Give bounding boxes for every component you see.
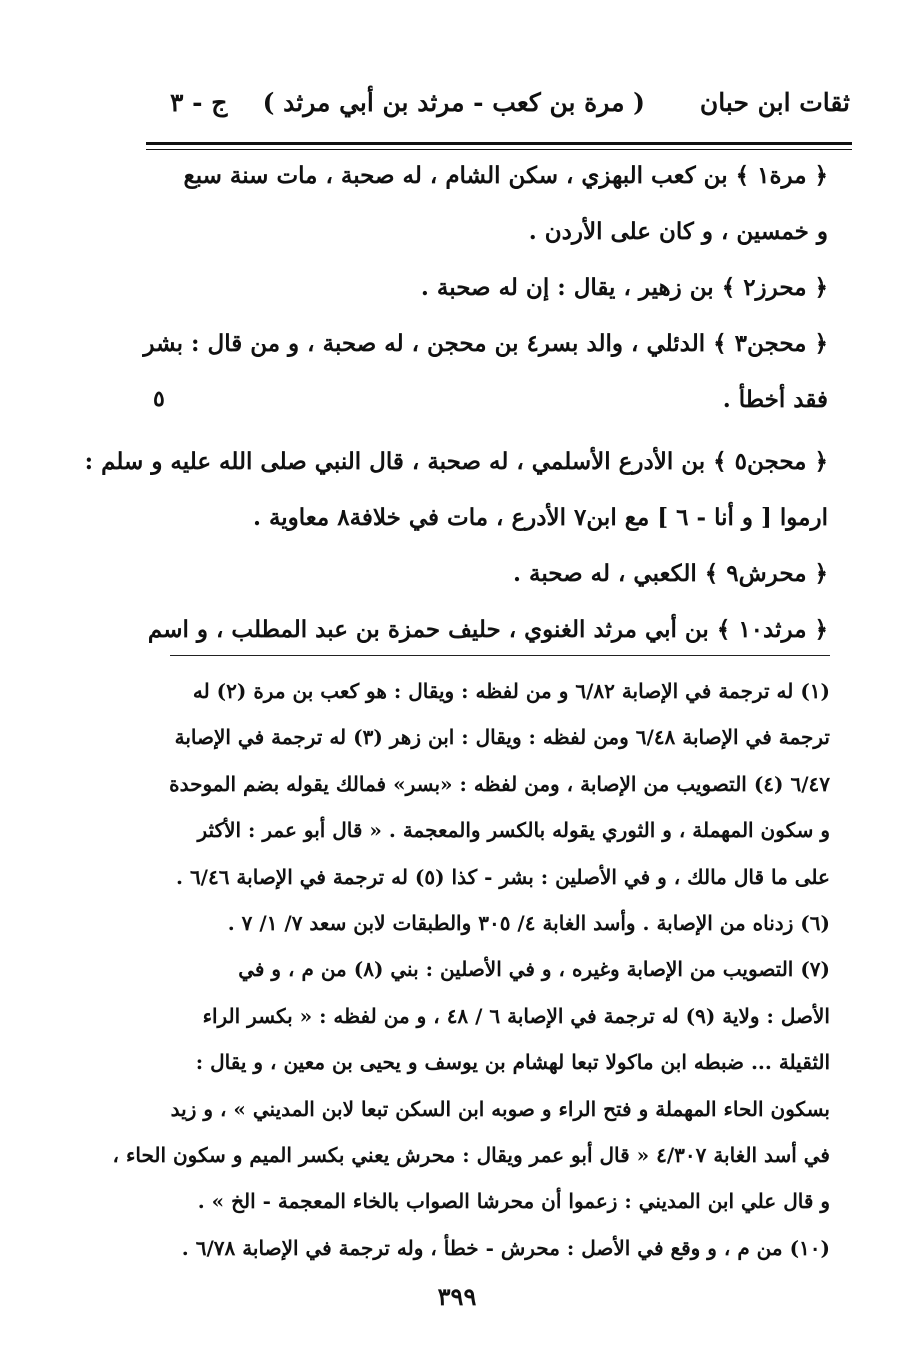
book-title: ثقات ابن حبان: [699, 88, 850, 117]
text-line: ﴿ محرش٩ ﴾ الكعبي ، له صحبة .: [512, 560, 828, 587]
footnote-line: (١٠) من م ، و وقع في الأصل : محرش - خطأ ، وله ترجمة في الإصابة ٦/٧٨ .: [181, 1235, 830, 1260]
text-line: ﴿ محجن٣ ﴾ الدئلي ، والد بسر٤ بن محجن ، له صحبة ، و من قال : بشر: [143, 330, 828, 357]
section-title: ( مرة بن كعب - مرثد بن أبي مرثد ): [262, 88, 645, 117]
footnote-line: ٦/٤٧ (٤) التصويب من الإصابة ، ومن لفظه : «بسر» فمالك يقوله بضم الموحدة: [169, 771, 830, 796]
footnote-line: (١) له ترجمة في الإصابة ٦/٨٢ و من لفظه : ويقال : هو كعب بن مرة (٢) له: [192, 679, 830, 703]
footnote-line: (٧) التصويب من الإصابة وغيره ، و في الأصلين : بني (٨) من م ، و في: [238, 957, 830, 982]
text-line: و خمسين ، و كان على الأردن .: [528, 218, 828, 245]
header-rule-thick: [146, 142, 852, 145]
page-header: [150, 88, 850, 128]
footnote-line: الثقيلة ... ضبطه ابن ماكولا تبعا لهشام بن يوسف و يحيى بن معين ، و يقال :: [195, 1050, 830, 1075]
footnote-line: على ما قال مالك ، و في الأصلين : بشر - كذا (٥) له ترجمة في الإصابة ٦/٤٦ .: [176, 864, 830, 889]
footnote-divider: [170, 655, 830, 656]
footnote-line: في أسد الغابة ٤/٣٠٧ « قال أبو عمر ويقال : محرش يعني بكسر الميم و سكون الحاء ،: [112, 1142, 830, 1167]
page-number: ٣٩٩: [437, 1282, 477, 1311]
main-text: [84, 148, 828, 658]
volume-label: ج - ٣: [170, 88, 228, 117]
text-line: ﴿ محجن٥ ﴾ بن الأدرع الأسلمي ، له صحبة ، قال النبي صلى الله عليه و سلم :: [84, 448, 828, 475]
footnote-line: و سكون المهملة ، و الثوري يقوله بالكسر والمعجمة . « قال أبو عمر : الأكثر: [197, 818, 830, 843]
footnote-line: ترجمة في الإصابة ٦/٤٨ ومن لفظه : ويقال : ابن زهر (٣) له ترجمة في الإصابة: [174, 725, 830, 750]
text-line: فقد أخطأ .: [722, 386, 828, 413]
text-line: ﴿ مرة١ ﴾ بن كعب البهزي ، سكن الشام ، له صحبة ، مات سنة سبع: [183, 162, 828, 189]
line-margin-number: ٥: [153, 386, 165, 412]
footnotes: [112, 668, 830, 1271]
text-line: ﴿ مرثد١٠ ﴾ بن أبي مرثد الغنوي ، حليف حمزة بن عبد المطلب ، و اسم: [147, 616, 828, 643]
footnote-line: (٦) زدناه من الإصابة . وأسد الغابة ٤/ ٣٠٥ والطبقات لابن سعد ٧/ ١/ ٧ .: [227, 910, 830, 935]
footnote-line: بسكون الحاء المهملة و فتح الراء و صوبه ابن السكن تبعا لابن المديني » ، و زيد: [170, 1096, 830, 1121]
footnote-line: و قال علي ابن المديني : زعموا أن محرشا الصواب بالخاء المعجمة - الخ » .: [197, 1189, 830, 1214]
footnote-line: الأصل : ولاية (٩) له ترجمة في الإصابة ٦ / ٤٨ ، و من لفظه : « بكسر الراء: [202, 1003, 830, 1028]
text-line: ﴿ محرز٢ ﴾ بن زهير ، يقال : إن له صحبة .: [420, 274, 828, 301]
text-line: ارموا [ و أنا - ٦ ] مع ابن٧ الأدرع ، مات في خلافة٨ معاوية .: [252, 504, 828, 531]
